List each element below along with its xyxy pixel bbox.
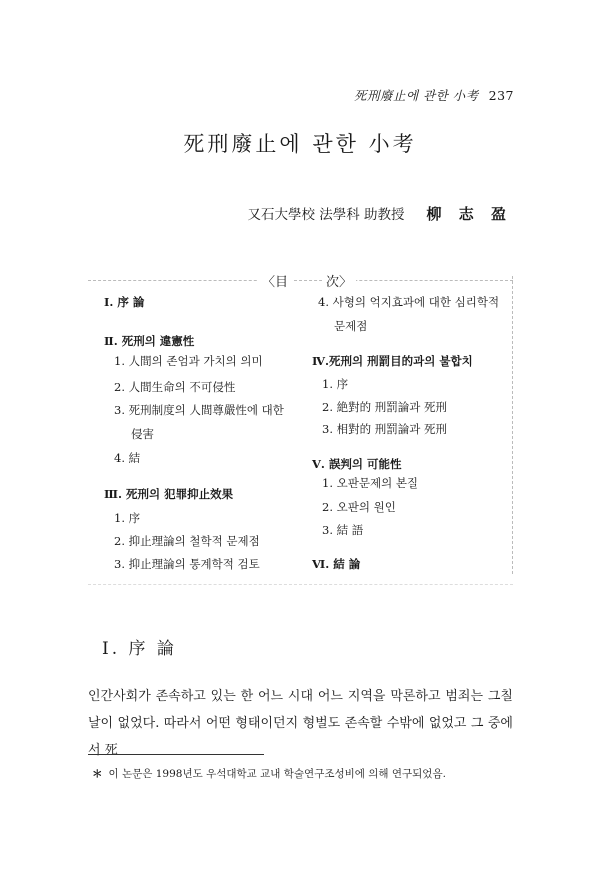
toc-left-item: 4. 結 [114, 451, 141, 465]
toc-right-item: 1. 序 [322, 377, 349, 391]
toc-heading-right: 次〉 [322, 271, 356, 290]
toc-right-item: 4. 사형의 억지효과에 대한 심리학적 [318, 295, 500, 309]
toc-left-item: 3. 死刑制度의 人間尊嚴性에 대한 [114, 403, 284, 417]
toc-left-item: 2. 人間生命의 不可侵性 [114, 380, 236, 394]
footnote-text: 이 논문은 1998년도 우석대학교 교내 학술연구조성비에 의해 연구되었음. [108, 768, 446, 780]
toc-left-item: Ⅲ. 死刑의 犯罪抑止效果 [104, 487, 234, 501]
toc-right-item: Ⅵ. 結 論 [312, 557, 361, 571]
toc-right-item: 2. 오판의 원인 [322, 500, 396, 514]
toc-heading-left: 〈目 [258, 271, 292, 290]
toc-left-item: Ⅱ. 死刑의 違憲性 [104, 334, 195, 348]
toc-right-item: 2. 絶對的 刑罰論과 死刑 [322, 400, 448, 414]
body-paragraph: 인간사회가 존속하고 있는 한 어느 시대 어느 지역을 막론하고 범죄는 그칠 날이 없었다. 따라서 어떤 형태이던지 형벌도 존속할 수밖에 없었고 그 중에서 死 [88, 689, 513, 758]
toc-left-item: 2. 抑止理論의 철학적 문제점 [114, 534, 260, 548]
toc-right-item: 문제점 [334, 319, 368, 333]
footnote-divider [88, 754, 264, 755]
toc-right-item: 1. 오판문제의 본질 [322, 476, 419, 490]
running-header [354, 86, 514, 104]
footnote-marker: ＊ [92, 768, 103, 780]
toc-left-item: 3. 抑止理論의 통계학적 검토 [114, 557, 260, 571]
toc-right-item: Ⅳ.死刑의 刑罰目的과의 불합치 [312, 354, 473, 368]
toc-right-item: 3. 相對的 刑罰論과 死刑 [322, 422, 448, 436]
footnote [92, 766, 446, 781]
toc-right-item: Ⅴ. 誤判의 可能性 [312, 457, 402, 471]
toc-left-item: 1. 序 [114, 511, 141, 525]
toc-border-right [512, 276, 513, 574]
toc-border-top [88, 280, 513, 281]
section-heading: Ⅰ. 序 論 [102, 639, 177, 659]
toc-left-item: Ⅰ. 序 論 [104, 295, 145, 309]
author-name: 柳 志 盈 [426, 205, 512, 223]
toc-right-item: 3. 結 語 [322, 523, 364, 537]
page-number: 237 [488, 88, 514, 103]
toc-border-bottom [88, 584, 513, 585]
running-title: 死刑廢止에 관한 小考 [353, 88, 479, 103]
author-affiliation: 又石大學校 法學科 助教授 [247, 207, 405, 223]
toc-left-item: 侵害 [131, 427, 154, 441]
author-line [247, 203, 512, 224]
paper-title: 死刑廢止에 관한 小考 [183, 132, 417, 156]
toc-left-item: 1. 人間의 존엄과 가치의 의미 [114, 354, 263, 368]
